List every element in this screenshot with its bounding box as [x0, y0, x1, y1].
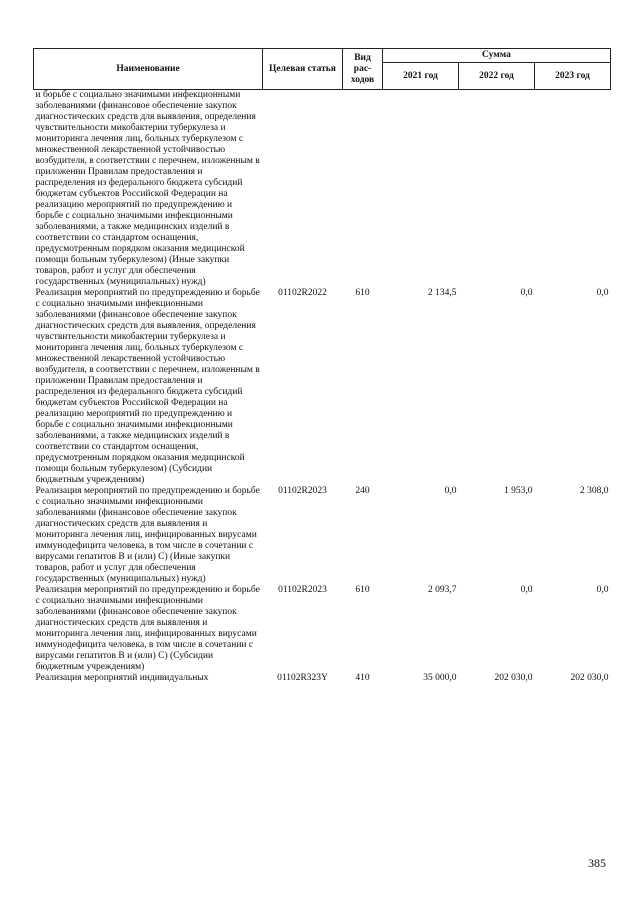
table-row: [34, 585, 611, 673]
row-2022: 202 030,0: [494, 673, 533, 683]
col-header-2022: 2022 год: [459, 63, 535, 90]
table-row: [34, 486, 611, 585]
row-target: 01102R2023: [278, 585, 327, 595]
col-header-2023: 2023 год: [535, 63, 611, 90]
table-row: [34, 288, 611, 486]
row-2022: [459, 90, 535, 289]
budget-table: [33, 48, 611, 684]
row-2023: 2 308,0: [580, 486, 609, 496]
row-2022: 0,0: [520, 288, 533, 298]
row-2023: 202 030,0: [570, 673, 609, 683]
row-target: [263, 90, 343, 289]
row-name: Реализация мероприятий по предупреждению и борьбе с социально значимыми инфекционными заболеваниями (финансовое обеспечение закупок диагностических средств для выявления и мониторинга лечения лиц, инфицированных вирусами иммунодефицита человека, в том числе в сочетании с вирусами гепатитов В и (или) С) (Субсидии бюджетным учреждениям): [35, 585, 260, 672]
row-target: 01102R2023: [278, 486, 327, 496]
row-2023: 0,0: [596, 288, 609, 298]
row-name: и борьбе с социально значимыми инфекционными заболеваниями (финансовое обеспечение закупок диагностических средств для выявления, определения чувствительности микобактерии туберкулеза и мониторинга лечения лиц, больных туберкулезом с множественной лекарственной устойчивостью возбудителя, в соответствии с перечнем, изложенным в приложении Правилам предоставления и распределения из федерального бюджета субсидий бюджетам субъектов Российской Федерации на реализацию мероприятий по предупреждению и борьбе с социально значимыми инфекционными заболеваниями, а также медицинских изделий в соответствии со стандартом оснащения, предусмотренным порядком оказания медицинской помощи больным туберкулезом) (Иные закупки товаров, работ и услуг для обеспечения государственных (муниципальных) нужд): [35, 90, 260, 287]
row-2022: 1 953,0: [504, 486, 533, 496]
row-type: 610: [355, 585, 370, 595]
row-2021: 2 093,7: [428, 585, 457, 595]
row-2021: 0,0: [444, 486, 457, 496]
row-type: [343, 90, 383, 289]
col-header-target: Целевая статья: [263, 49, 343, 90]
row-name: Реализация мероприятий индивидуальных: [35, 673, 209, 683]
col-header-name: Наименование: [34, 49, 263, 90]
row-2023: [535, 90, 611, 289]
row-name: Реализация мероприятий по предупреждению и борьбе с социально значимыми инфекционными заболеваниями (финансовое обеспечение закупок диагностических средств для выявления и мониторинга лечения лиц, инфицированных вирусами иммунодефицита человека, в том числе в сочетании с вирусами гепатитов В и (или) С) (Иные закупки товаров, работ и услуг для обеспечения государственных (муниципальных) нужд): [35, 486, 260, 584]
row-type: 240: [355, 486, 370, 496]
row-2021: 2 134,5: [428, 288, 457, 298]
row-target: 01102R2022: [278, 288, 327, 298]
row-type: 610: [355, 288, 370, 298]
row-2022: 0,0: [520, 585, 533, 595]
row-target: 01102R323Y: [277, 673, 328, 683]
row-2021: [383, 90, 459, 289]
table-row: [34, 90, 611, 289]
row-name: Реализация мероприятий по предупреждению и борьбе с социально значимыми инфекционными заболеваниями (финансовое обеспечение закупок диагностических средств для выявления, определения чувствительности микобактерии туберкулеза и мониторинга лечения лиц, больных туберкулезом с множественной лекарственной устойчивостью возбудителя, в соответствии с перечнем, изложенным в приложении Правилам предоставления и распределения из федерального бюджета субсидий бюджетам субъектов Российской Федерации на реализацию мероприятий по предупреждению и борьбе с социально значимыми инфекционными заболеваниями, а также медицинских изделий в соответствии со стандартом оснащения, предусмотренным порядком оказания медицинской помощи больным туберкулезом) (Субсидии бюджетным учреждениям): [35, 288, 260, 485]
page-number: 385: [588, 856, 606, 870]
col-header-2021: 2021 год: [383, 63, 459, 90]
table-row: [34, 673, 611, 684]
row-2023: 0,0: [596, 585, 609, 595]
col-header-sum: Сумма: [383, 49, 611, 63]
row-type: 410: [355, 673, 370, 683]
row-2021: 35 000,0: [423, 673, 457, 683]
col-header-type: Вид рас-ходов: [343, 49, 383, 90]
